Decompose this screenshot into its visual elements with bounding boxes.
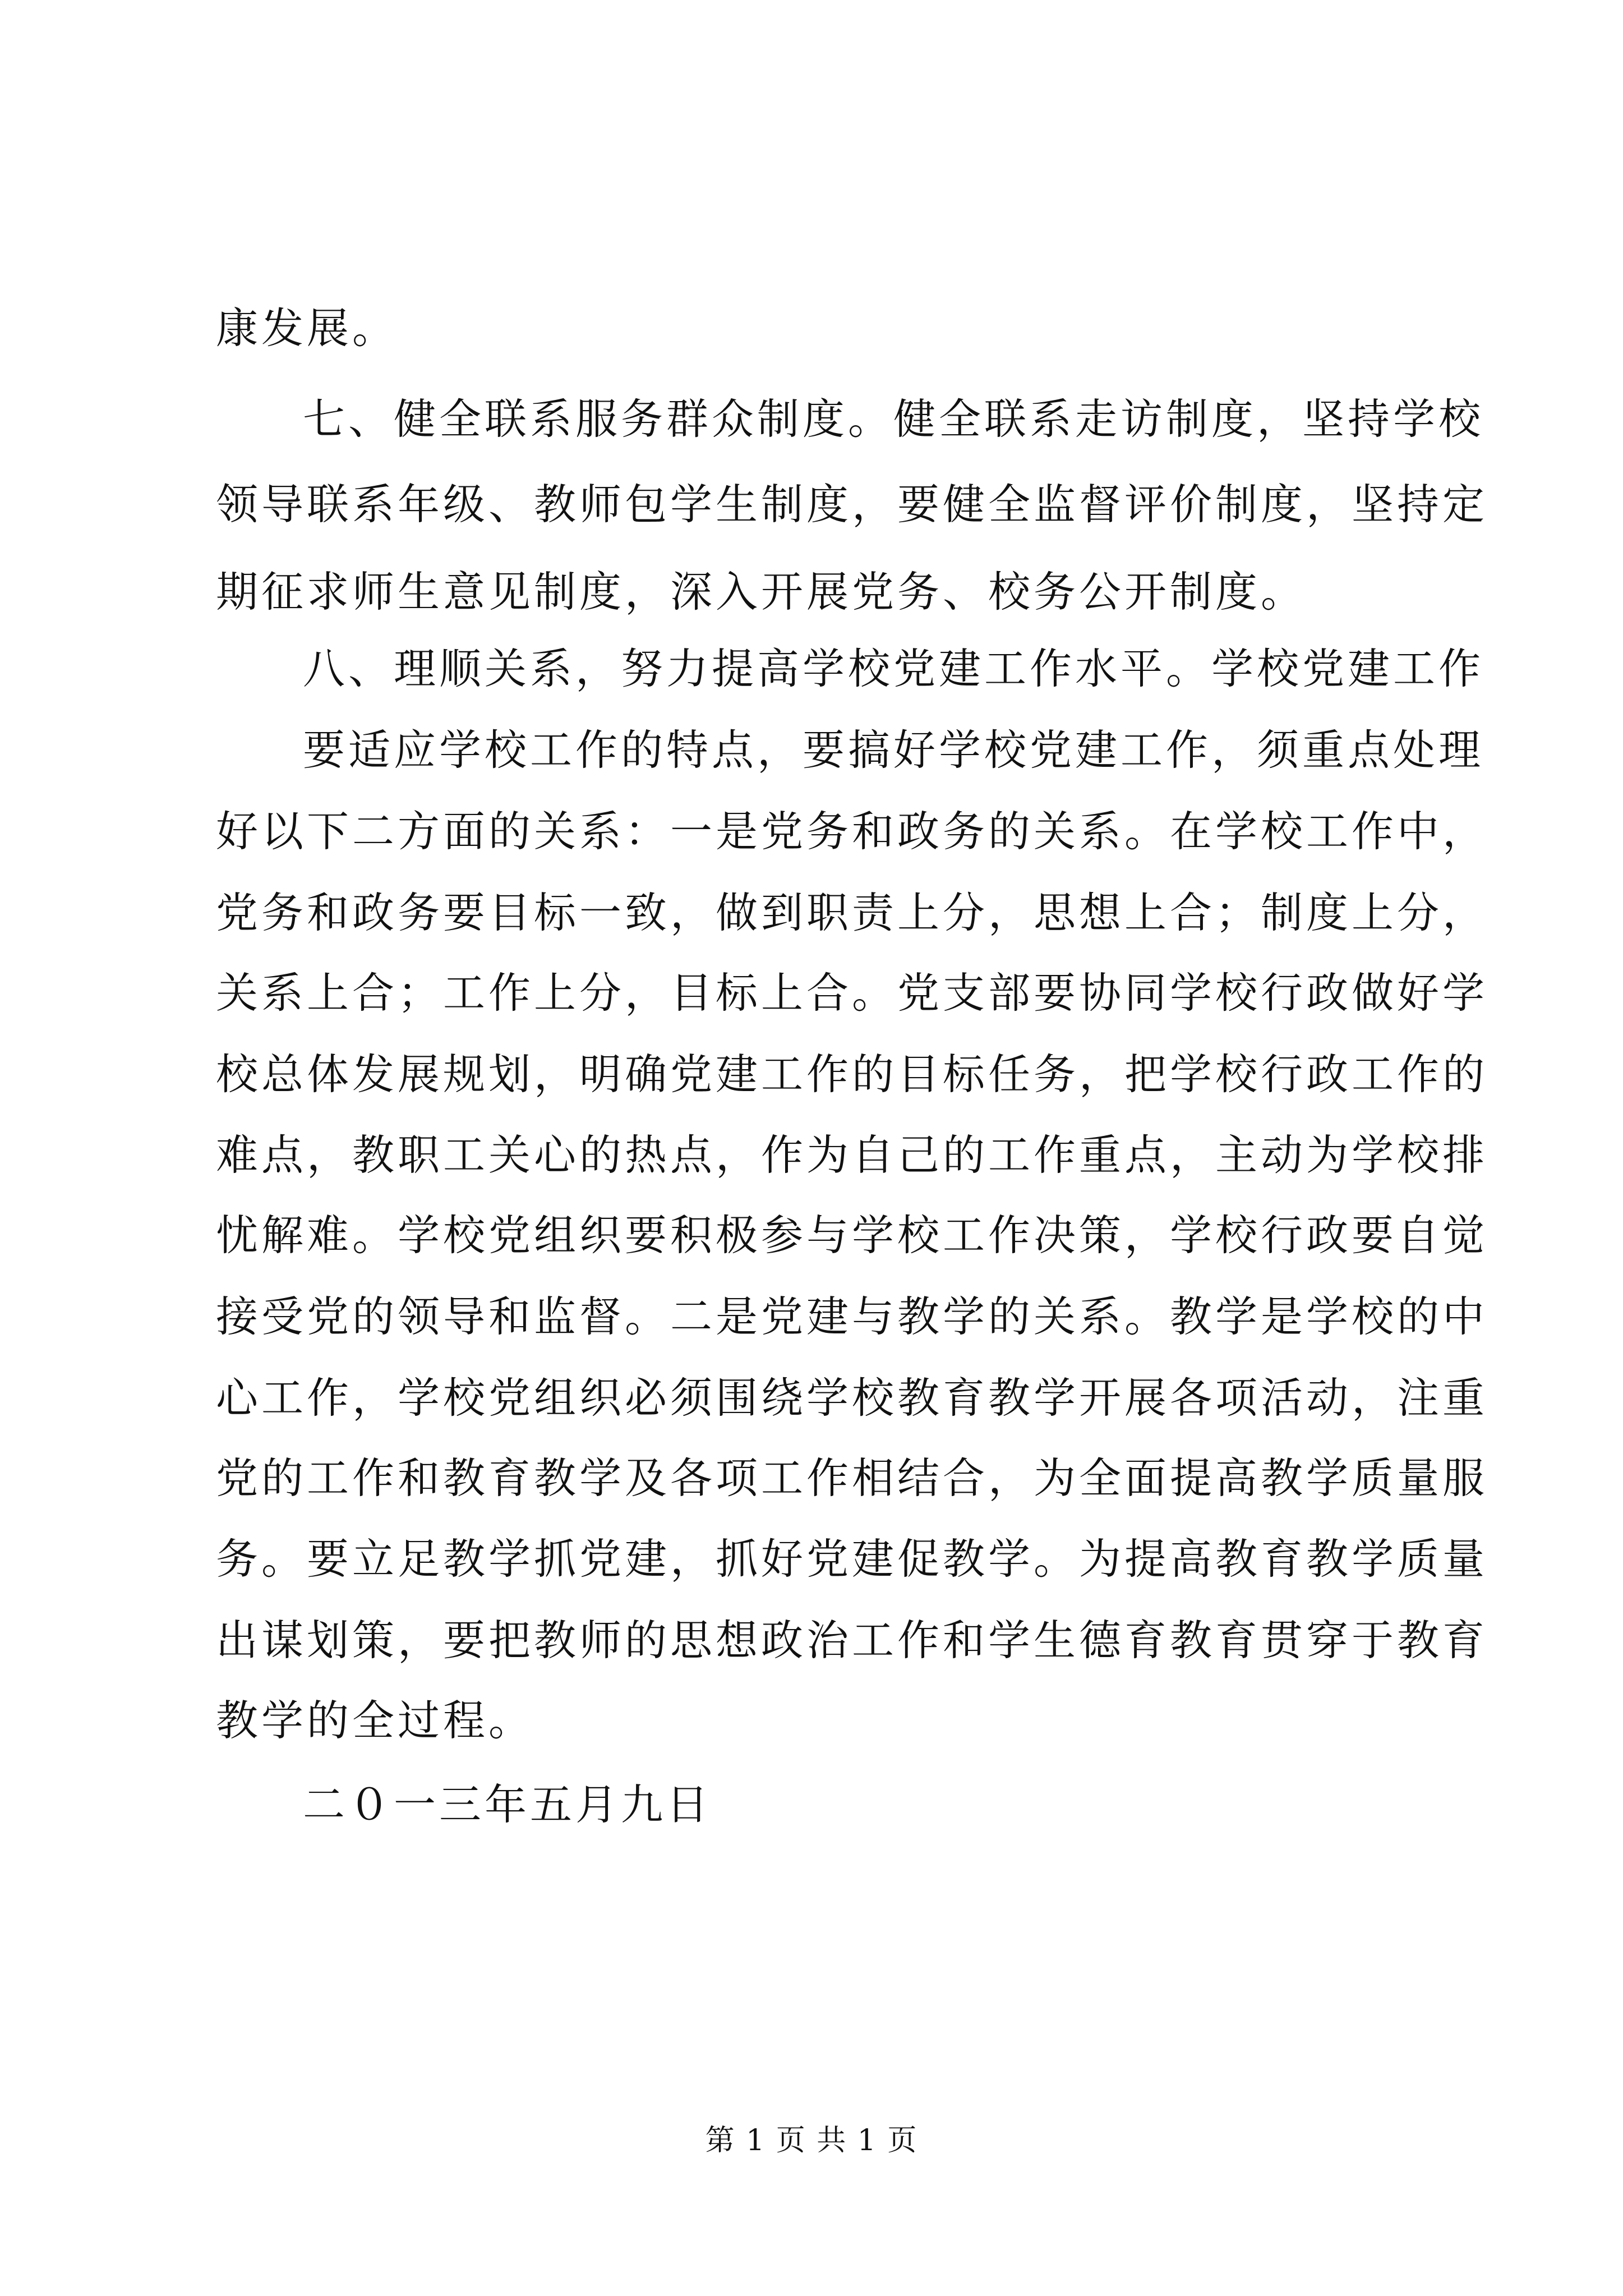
page-footer: 第 1 页 共 1 页 — [705, 2124, 918, 2157]
text-line: 心工作，学校党组织必须围绕学校教育教学开展各项活动，注重 — [216, 1373, 1488, 1423]
text-line: 务。要立足教学抓党建，抓好党建促教学。为提高教育教学质量 — [216, 1534, 1488, 1584]
date-line: 二０一三年五月九日 — [303, 1780, 712, 1829]
text-line: 好以下二方面的关系：一是党务和政务的关系。在学校工作中， — [216, 807, 1488, 856]
text-line: 出谋划策，要把教师的思想政治工作和学生德育教育贯穿于教育 — [216, 1616, 1488, 1665]
text-line: 康发展。 — [216, 303, 398, 353]
text-line: 关系上合；工作上分，目标上合。党支部要协同学校行政做好学 — [216, 968, 1488, 1018]
text-line: 期征求师生意见制度，深入开展党务、校务公开制度。 — [216, 567, 1307, 616]
text-line: 七、健全联系服务群众制度。健全联系走访制度，坚持学校 — [303, 394, 1484, 444]
text-line: 八、理顺关系，努力提高学校党建工作水平。学校党建工作 — [303, 644, 1484, 693]
text-line: 要适应学校工作的特点，要搞好学校党建工作，须重点处理 — [303, 725, 1484, 775]
text-line: 接受党的领导和监督。二是党建与教学的关系。教学是学校的中 — [216, 1292, 1488, 1341]
text-line: 校总体发展规划，明确党建工作的目标任务，把学校行政工作的 — [216, 1050, 1488, 1099]
text-line: 党务和政务要目标一致，做到职责上分，思想上合；制度上分， — [216, 888, 1488, 937]
text-line: 领导联系年级、教师包学生制度，要健全监督评价制度，坚持定 — [216, 480, 1488, 529]
text-line: 党的工作和教育教学及各项工作相结合，为全面提高教学质量服 — [216, 1453, 1488, 1503]
text-line: 忧解难。学校党组织要积极参与学校工作决策，学校行政要自觉 — [216, 1211, 1488, 1260]
text-line: 难点，教职工关心的热点，作为自己的工作重点，主动为学校排 — [216, 1130, 1488, 1180]
text-line: 教学的全过程。 — [216, 1696, 534, 1745]
